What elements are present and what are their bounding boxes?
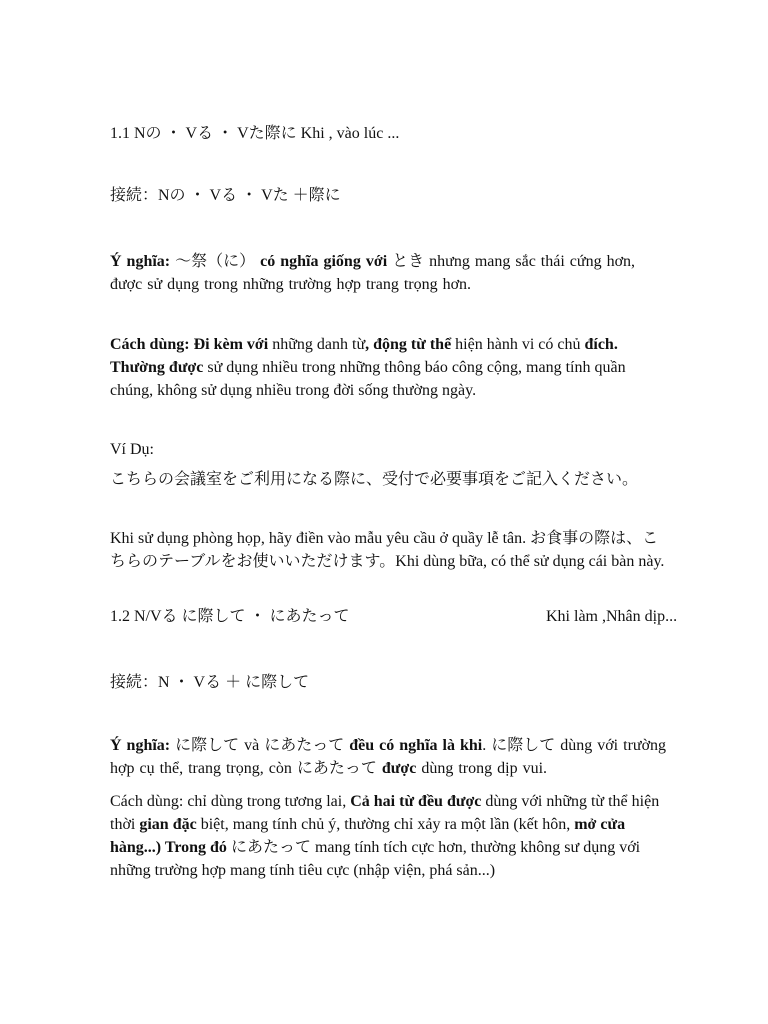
- usage-bold-3: mở cửa hàng...) Trong đó: [110, 816, 626, 856]
- example-label: Ví Dụ:: [110, 441, 154, 458]
- meaning-text-3: dùng với trường hợp cụ thể, trang trọng, còn: [110, 737, 667, 777]
- usage-label: Cách dùng: [110, 336, 185, 353]
- meaning-jp-term-4: にあたって: [296, 760, 377, 777]
- section-2-usage: [110, 790, 670, 882]
- usage-bold-1: Cả hai từ đều được: [350, 793, 482, 810]
- usage-bold-1: : Đi kèm với: [184, 336, 269, 353]
- usage-text-3: sử dụng nhiều trong những thông báo công cộng, mang tính quần chúng, không sử dụng nhiều trong đời sống thường ngày.: [110, 359, 626, 399]
- usage-bold-2: , động từ thể: [365, 336, 452, 353]
- section-2-heading: [110, 605, 710, 628]
- section-2-connection: 接続：N ・ Vる ＋ に際して: [110, 674, 310, 691]
- meaning-jp-term-2: にあたって: [264, 737, 345, 754]
- example-vi-sentence: Khi sử dụng phòng họp, hãy điền vào mẫu yêu cầu ở quầy lễ tân. お食事の際は、こちらのテーブルをお使いいただけます。Khi dùng bữa, có thể sử dụng cái bàn này.: [110, 530, 665, 570]
- meaning-jp-term: ～祭（に）: [170, 253, 256, 270]
- meaning-jp-term-2: とき: [392, 253, 425, 270]
- usage-text-3: biệt, mang tính chủ ý, thường chỉ xảy ra một lần (kết hôn,: [196, 816, 575, 833]
- usage-bold-3: đích. Thường được: [110, 336, 618, 376]
- meaning-bold-text: có nghĩa giống với: [255, 253, 393, 270]
- meaning-text: nhưng mang sắc thái cứng hơn, được sử dụng trong những trường hợp trang trọng hơn.: [110, 253, 636, 293]
- meaning-bold-text: đều có nghĩa là khi: [344, 737, 483, 754]
- usage-jp-term: にあたって: [226, 839, 311, 856]
- meaning-text: và: [239, 737, 265, 754]
- meaning-text-2: .: [482, 737, 492, 754]
- section-1-usage: [110, 333, 670, 402]
- meaning-label: Ý nghĩa:: [110, 253, 171, 270]
- section-2-title: 1.2 N/Vる に際して ・ にあたって: [110, 608, 350, 625]
- section-1-heading: 1.1 Nの ・ Vる ・ Vた際に Khi , vào lúc ...: [110, 125, 400, 142]
- section-1-connection: 接続：Nの ・ Vる ・ Vた ＋際に: [110, 187, 341, 204]
- section-2-meaning: [110, 734, 670, 780]
- section-2-heading-meaning: Khi làm ,Nhân dịp...: [546, 608, 678, 625]
- usage-bold-2: gian đặc: [139, 816, 197, 833]
- meaning-label: Ý nghĩa:: [110, 737, 171, 754]
- usage-text-2: hiện hành vi có chủ: [451, 336, 585, 353]
- usage-text-2: dùng với những từ thể hiện thời: [110, 793, 660, 833]
- example-jp-sentence: こちらの会議室をご利用になる際に、受付で必要事項をご記入ください。: [110, 471, 639, 488]
- meaning-jp-term-3: に際して: [491, 737, 556, 754]
- usage-text-1: Cách dùng: chỉ dùng trong tương lai,: [110, 793, 351, 810]
- section-1-meaning: [110, 250, 670, 296]
- usage-text-4: mang tính tích cực hơn, thường không sư dụng với những trường hợp mang tính tiêu cực (nhập viện, phá sản...): [110, 839, 641, 879]
- meaning-bold-text-2: được: [376, 760, 417, 777]
- meaning-text-4: dùng trong dịp vui.: [416, 760, 548, 777]
- meaning-jp-term: に際して: [170, 737, 240, 754]
- usage-text-1: những danh từ: [268, 336, 366, 353]
